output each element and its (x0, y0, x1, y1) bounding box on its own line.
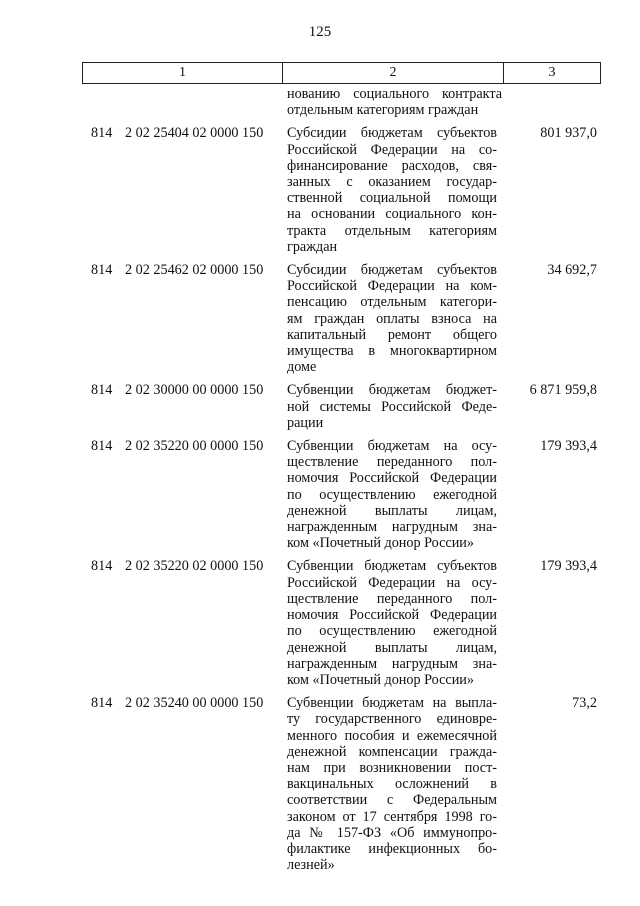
header-col-3: 3 (548, 65, 556, 80)
desc-line: законом от 17 сентября 1998 го- (287, 808, 497, 825)
desc-line: денежной выплаты лицам, (287, 502, 497, 519)
admin-code: 814 (91, 262, 113, 279)
table-header (82, 62, 601, 84)
desc-line: номочия Российской Федерации (287, 470, 497, 487)
desc-line: Субсидии бюджетам субъектов (287, 262, 497, 279)
header-col-2: 2 (283, 63, 504, 83)
desc-line: рации (287, 414, 324, 431)
desc-line: ществление переданного пол- (287, 590, 497, 607)
desc-line: ществление переданного пол- (287, 454, 497, 471)
classification-code: 2 02 25404 02 0000 150 (125, 125, 264, 142)
desc-line: по осуществлению ежегодной (287, 623, 497, 640)
desc-line: Субсидии бюджетам субъектов (287, 125, 497, 142)
budget-code-cell (82, 557, 282, 688)
description-cell (282, 124, 503, 255)
amount-cell: 6 871 959,8 (529, 382, 597, 399)
desc-line: пенсацию отдельным категори- (287, 294, 497, 311)
desc-line: доме (287, 359, 317, 376)
table-row (82, 124, 601, 255)
admin-code: 814 (91, 125, 113, 142)
classification-code: 2 02 35220 02 0000 150 (125, 558, 264, 575)
desc-line: Субвенции бюджетам на выпла- (287, 695, 497, 712)
table-rows (82, 124, 601, 879)
admin-code: 814 (91, 695, 113, 712)
desc-line: вакцинальных осложнений в (287, 776, 497, 793)
budget-code-cell (82, 381, 282, 431)
desc-line: ной системы Российской Феде- (287, 398, 497, 415)
table-row (82, 437, 601, 551)
amount-cell: 179 393,4 (540, 438, 597, 455)
desc-line: филактике инфекционных бо- (287, 840, 497, 857)
desc-line: тракта отдельным категориям (287, 222, 497, 239)
desc-line: награжденным нагрудным зна- (287, 655, 497, 672)
desc-line: ком «Почетный донор России» (287, 671, 474, 688)
description-cell (282, 437, 503, 551)
desc-line: капитальный ремонт общего (287, 326, 497, 343)
description-cell (282, 261, 503, 375)
continued-description (287, 85, 502, 119)
header-col-1: 1 (83, 63, 283, 83)
table-row (82, 261, 601, 375)
desc-line: соответствии с Федеральным (287, 792, 497, 809)
classification-code: 2 02 35240 00 0000 150 (125, 695, 264, 712)
amount-cell: 34 692,7 (547, 262, 597, 279)
desc-line: по осуществлению ежегодной (287, 486, 497, 503)
table-row (82, 694, 601, 873)
desc-line: Субвенции бюджетам бюджет- (287, 382, 497, 399)
desc-line: лезней» (287, 857, 335, 874)
budget-code-cell (82, 124, 282, 255)
desc-line: на основании социального кон- (287, 206, 497, 223)
desc-line: денежной выплаты лицам, (287, 639, 497, 656)
desc-line: нованию социального контракта (287, 86, 502, 102)
desc-line: номочия Российской Федерации (287, 607, 497, 624)
amount-cell: 801 937,0 (540, 125, 597, 142)
budget-code-cell (82, 437, 282, 551)
desc-line: Российской Федерации на осу- (287, 574, 497, 591)
desc-line: граждан (287, 238, 338, 255)
admin-code: 814 (91, 438, 113, 455)
desc-line: финансирование расходов, свя- (287, 157, 497, 174)
description-cell (282, 557, 503, 688)
desc-line: занных с оказанием государ- (287, 174, 497, 191)
desc-line: денежной компенсации гражда- (287, 743, 497, 760)
table-row (82, 381, 601, 431)
desc-line: ту государственного единовре- (287, 711, 497, 728)
description-cell (282, 381, 503, 431)
desc-line: Российской Федерации на со- (287, 141, 497, 158)
budget-code-cell (82, 261, 282, 375)
desc-line: ком «Почетный донор России» (287, 535, 474, 552)
desc-line: нам при возникновении пост- (287, 759, 497, 776)
page-number: 125 (308, 24, 332, 40)
classification-code: 2 02 30000 00 0000 150 (125, 382, 264, 399)
amount-cell: 73,2 (572, 695, 597, 712)
budget-code-cell (82, 694, 282, 873)
admin-code: 814 (91, 558, 113, 575)
classification-code: 2 02 35220 00 0000 150 (125, 438, 264, 455)
admin-code: 814 (91, 382, 113, 399)
classification-code: 2 02 25462 02 0000 150 (125, 262, 264, 279)
desc-line: Субвенции бюджетам субъектов (287, 558, 497, 575)
description-cell (282, 694, 503, 873)
desc-line: Субвенции бюджетам на осу- (287, 438, 497, 455)
table-row (82, 557, 601, 688)
desc-line: награжденным нагрудным зна- (287, 519, 497, 536)
desc-line: Российской Федерации на ком- (287, 278, 497, 295)
desc-line: менного пособия и ежемесячной (287, 727, 497, 744)
amount-cell: 179 393,4 (540, 558, 597, 575)
desc-line: ственной социальной помощи (287, 190, 497, 207)
table-body (82, 85, 601, 879)
desc-line: да № 157-ФЗ «Об иммунопро- (287, 824, 497, 841)
desc-line: отдельным категориям граждан (287, 102, 479, 119)
desc-line: ям граждан оплаты взноса на (287, 310, 497, 327)
desc-line: имущества в многоквартирном (287, 343, 497, 360)
